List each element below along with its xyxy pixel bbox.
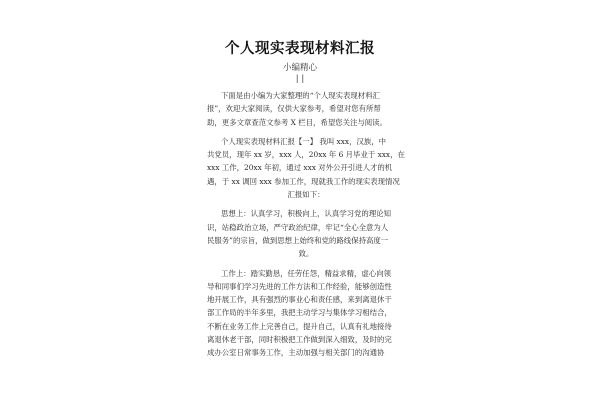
paragraph-line: 个人现实表现材料汇报【一】 我叫 xxx，汉族，中 xyxy=(221,136,387,146)
paragraph-line: 汇报如下： xyxy=(287,190,325,200)
paragraph-line: 助，更多文章查范文参考 X 栏目，希望您关注与阅读。 xyxy=(207,117,387,127)
paragraph-line: 地开展工作，具有强烈的事业心和责任感，来到离退休干 xyxy=(207,295,392,305)
paragraph-line: xxx 工作，20xx 年初，通过 xxx 对外公开引进人才的机 xyxy=(207,163,393,173)
paragraph-line: 工作上：踏实勤恳，任劳任怨，精益求精，虚心向领 xyxy=(221,268,391,278)
paragraph-intro xyxy=(207,89,405,129)
paragraph-line: 部工作局的半年多里，我把主动学习与集体学习相结合， xyxy=(207,308,392,318)
paragraph-line: 报”，欢迎大家阅读，仅供大家参考，希望对您有所帮 xyxy=(207,104,381,114)
paragraph-line: 思想上：认真学习，积极向上，认真学习党的理论知 xyxy=(221,209,391,219)
paragraph-thought xyxy=(207,207,405,260)
paragraph-line: 离退休老干部，同时积极把工作做到深入细致，及时的完 xyxy=(207,335,392,345)
paragraph-section-1 xyxy=(207,135,405,201)
paragraph-line: 致。 xyxy=(298,249,314,259)
paragraph-line: 成办公室日常事务工作，主动加强与相关部门的沟通协 xyxy=(207,348,385,358)
paragraph-line: 导和同事们学习先进的工作方法和工作经验，能够创造性 xyxy=(207,281,392,291)
paragraph-line: 不断在业务工作上完善自己，提升自己，认真有礼地接待 xyxy=(207,321,392,331)
paragraph-line: 遇，于 xx 调回 xxx 参加工作，现就我工作的现实表现情况 xyxy=(207,176,400,186)
paragraph-line: 共党员，现年 xx 岁，xxx 人，20xx 年 6 月毕业于 xxx，在 xyxy=(207,150,405,160)
document-body xyxy=(207,89,405,360)
paragraph-line: 识，站稳政治立场，严守政治纪律，牢记“全心全意为人 xyxy=(207,222,389,232)
paragraph-work xyxy=(207,267,405,360)
document-title: 个人现实表现材料汇报 xyxy=(225,40,375,57)
paragraph-line: 下面是由小编为大家整理的“个人现实表现材料汇 xyxy=(221,91,380,100)
paragraph-line: 民服务”的宗旨，做到思想上始终和党的路线保持高度一 xyxy=(207,235,389,245)
title-separator: | | xyxy=(295,74,305,84)
document-author: 小编精心 xyxy=(282,63,317,73)
